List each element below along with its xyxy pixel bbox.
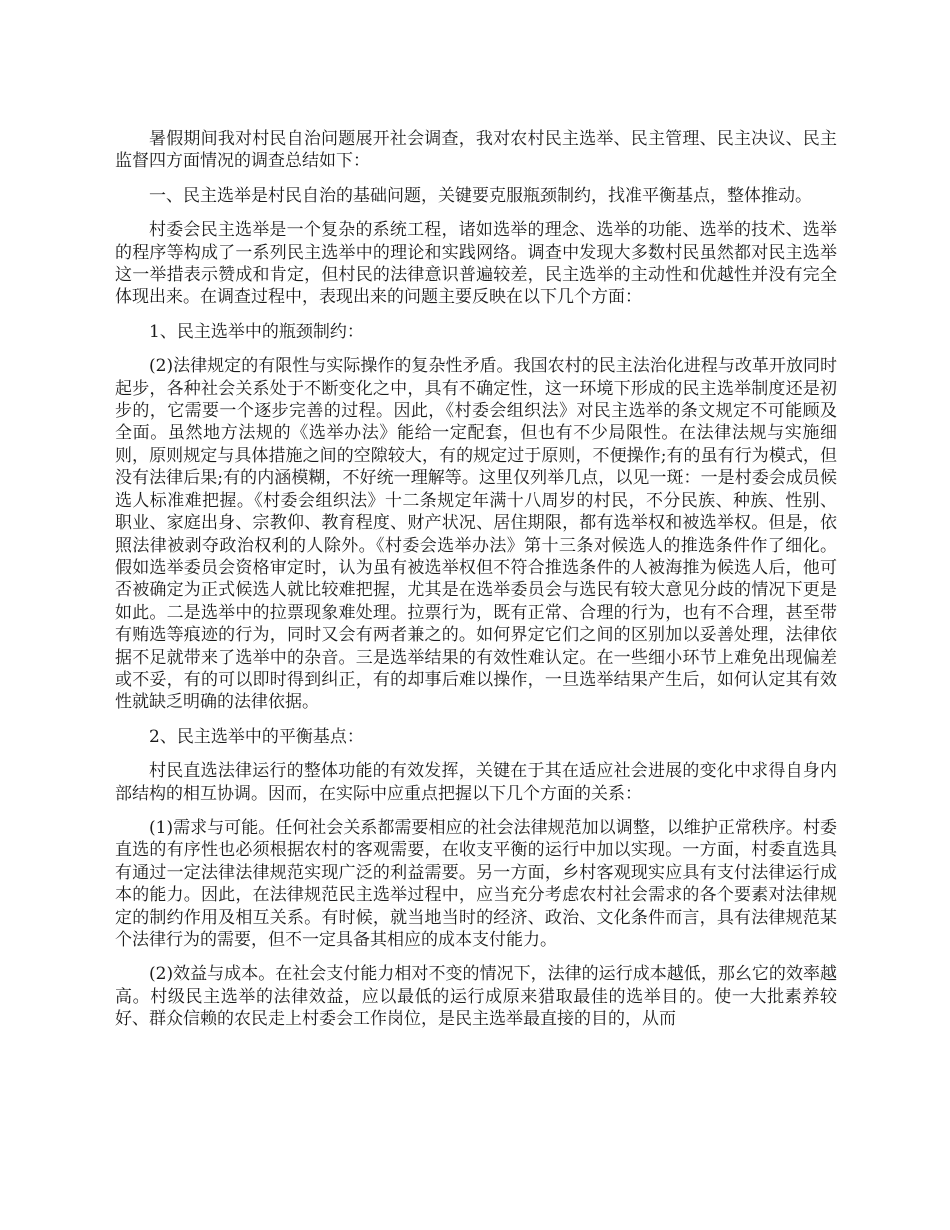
document-page (115, 128, 837, 1043)
intro-paragraph: 暑假期间我对村民自治问题展开社会调查，我对农村民主选举、民主管理、民主决议、民主监督四方面情况的调查总结如下： (115, 129, 837, 172)
body-paragraph: (1)需求与可能。任何社会关系都需要相应的社会法律规范加以调整，以维护正常秩序。村委直选的有序性也必须根据农村的客观需要，在收支平衡的运行中加以实现。一方面，村委直选具有通过一定法律法律规范实现广泛的利益需要。另一方面，乡村客观现实应具有支付法律运行成本的能力。因此，在法律规范民主选举过程中，应当充分考虑农村社会需求的各个要素对法律规定的制约作用及相互关系。有时候，就当地当时的经济、政治、文化条件而言，具有法律规范某个法律行为的需要，但不一定具备其相应的成本支付能力。 (115, 817, 837, 950)
body-paragraph: (2)效益与成本。在社会支付能力相对不变的情况下，法律的运行成本越低，那幺它的效率越高。村级民主选举的法律效益，应以最低的运行成原来猎取最佳的选举目的。使一大批素养较好、群众信赖的农民走上村委会工作岗位，是民主选举最直接的目的，从而 (115, 964, 837, 1030)
body-paragraph: 村民直选法律运行的整体功能的有效发挥，关键在于其在适应社会进展的变化中求得自身内部结构的相互协调。因而，在实际中应重点把握以下几个方面的关系： (115, 761, 837, 804)
body-paragraph: 村委会民主选举是一个复杂的系统工程，诸如选举的理念、选举的功能、选举的技术、选举的程序等构成了一系列民主选举中的理论和实践网络。调查中发现大多数村民虽然都对民主选举这一举措表示赞成和肯定，但村民的法律意识普遍较差，民主选举的主动性和优越性并没有完全体现出来。在调查过程中，表现出来的问题主要反映在以下几个方面： (115, 220, 837, 308)
subsection-heading-2: 2、民主选举中的平衡基点： (149, 726, 364, 747)
section-heading-1: 一、民主选举是村民自治的基础问题，关键要克服瓶颈制约，找准平衡基点，整体推动。 (149, 185, 812, 206)
body-paragraph: (2)法律规定的有限性与实际操作的复杂性矛盾。我国农村的民主法治化进程与改革开放同时起步，各种社会关系处于不断变化之中，具有不确定性，这一环境下形成的民主选举制度还是初步的，它需要一个逐步完善的过程。因此，《村委会组织法》对民主选举的条文规定不可能顾及全面。虽然地方法规的《选举办法》能给一定配套，但也有不少局限性。在法律法规与实施细则，原则规定与具体措施之间的空隙较大，有的规定过于原则，不便操作;有的虽有行为模式，但没有法律后果;有的内涵模糊，不好统一理解等。这里仅列举几点，以见一斑：一是村委会成员候选人标准难把握。《村委会组织法》十二条规定年满十八周岁的村民，不分民族、种族、性别、职业、家庭出身、宗教仰、教育程度、财产状况、居住期限，都有选举权和被选举权。但是，依照法律被剥夺政治权利的人除外。《村委会选举办法》第十三条对候选人的推选条件作了细化。假如选举委员会资格审定时，认为虽有被选举权但不符合推选条件的人被海推为候选人后，他可否被确定为正式候选人就比较难把握，尤其是在选举委员会与选民有较大意见分歧的情况下更是如此。二是选举中的拉票现象难处理。拉票行为，既有正常、合理的行为，也有不合理，甚至带有贿选等痕迹的行为，同时又会有两者兼之的。如何界定它们之间的区别加以妥善处理，法律依据不足就带来了选举中的杂音。三是选举结果的有效性难认定。在一些细小环节上难免出现偏差或不妥，有的可以即时得到纠正，有的却事后难以操作，一旦选举结果产生后，如何认定其有效性就缺乏明确的法律依据。 (115, 356, 837, 713)
subsection-heading-1: 1、民主选举中的瓶颈制约： (149, 321, 364, 342)
